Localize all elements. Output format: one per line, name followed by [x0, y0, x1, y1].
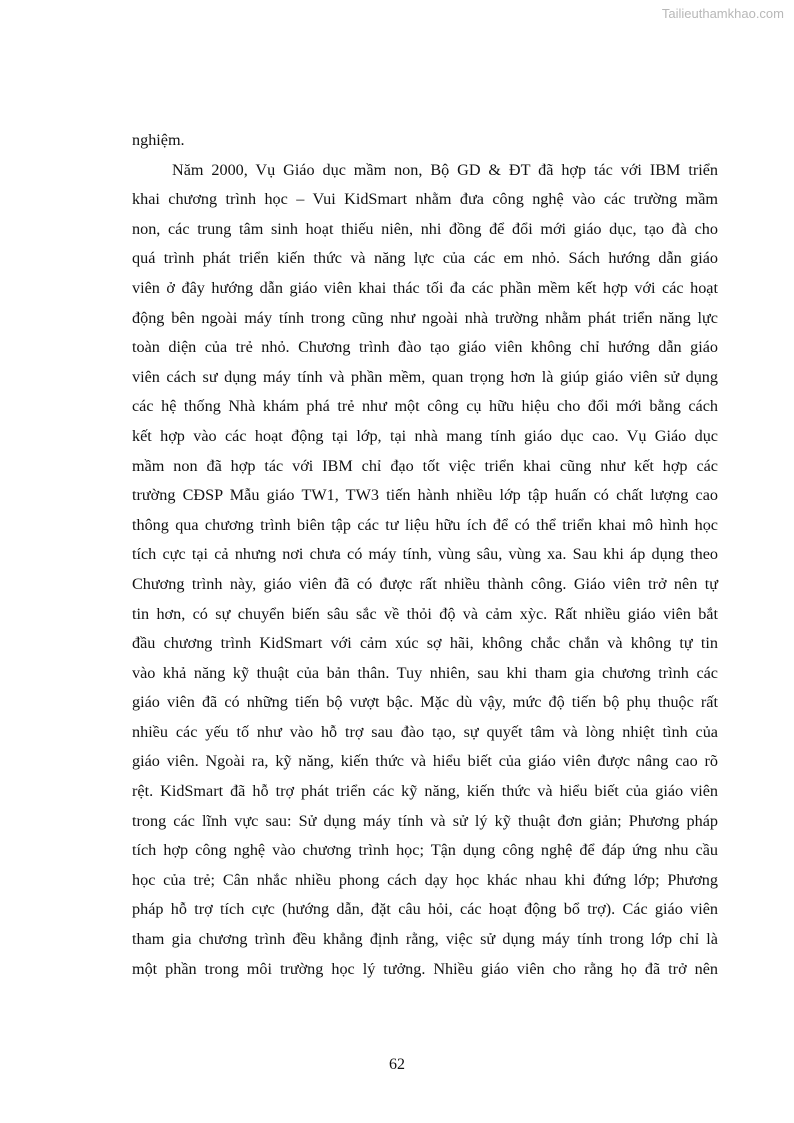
text-line: động bên ngoài máy tính trong cũng như ngoài nhà trường nhằm phát triển năng lực	[132, 308, 718, 327]
text-line: tham gia chương trình đều khẳng định rằng, việc sử dụng máy tính trong lớp chỉ là	[132, 930, 718, 949]
document-body	[132, 126, 718, 984]
text-line: vào khả năng kỹ thuật của bản thân. Tuy nhiên, sau khi tham gia chương trình các	[132, 663, 718, 682]
text-line: tích hợp công nghệ vào chương trình học; Tận dụng công nghệ để đáp ứng nhu cầu	[132, 841, 718, 860]
text-line: quá trình phát triển kiến thức và năng lực của các em nhỏ. Sách hướng dẫn giáo	[132, 249, 718, 268]
page-number: 62	[389, 1056, 405, 1073]
text-line: Chương trình này, giáo viên đã có được rất nhiều thành công. Giáo viên trở nên tự	[132, 574, 718, 593]
text-line: non, các trung tâm sinh hoạt thiếu niên, nhi đồng để đổi mới giáo dục, tạo đà cho	[132, 219, 718, 238]
text-line: tin hơn, có sự chuyển biến sâu sắc về thỏi độ và cảm xỳc. Rất nhiều giáo viên bắt	[132, 604, 718, 623]
text-line: kết hợp vào các hoạt động tại lớp, tại nhà mang tính giáo dục cao. Vụ Giáo dục	[132, 426, 718, 445]
text-line: trong các lĩnh vực sau: Sử dụng máy tính và sử lý kỹ thuật đơn giản; Phương pháp	[132, 811, 718, 830]
text-line: viên ở đây hướng dẫn giáo viên khai thác tối đa các phần mềm kết hợp với các hoạt	[132, 278, 718, 297]
text-line: giáo viên đã có những tiến bộ vượt bậc. Mặc dù vậy, mức độ tiến bộ phụ thuộc rất	[132, 693, 718, 712]
text-line: thông qua chương trình biên tập các tư liệu hữu ích để có thể triển khai mô hình học	[132, 515, 718, 534]
text-line: toàn diện của trẻ nhỏ. Chương trình đào tạo giáo viên không chỉ hướng dẫn giáo	[132, 338, 718, 357]
text-line: một phần trong môi trường học lý tưởng. Nhiều giáo viên cho rằng họ đã trở nên	[132, 959, 718, 978]
text-line: khai chương trình học – Vui KidSmart nhằm đưa công nghệ vào các trường mầm	[132, 190, 718, 209]
text-line: Năm 2000, Vụ Giáo dục mầm non, Bộ GD & ĐT đã hợp tác với IBM triển	[172, 160, 718, 179]
text-line: pháp hỗ trợ tích cực (hướng dẫn, đặt câu hỏi, các hoạt động bổ trợ). Các giáo viên	[132, 900, 718, 919]
text-line: tích cực tại cả nhưng nơi chưa có máy tính, vùng sâu, vùng xa. Sau khi áp dụng theo	[132, 545, 718, 564]
text-line: trường CĐSP Mẫu giáo TW1, TW3 tiến hành nhiều lớp tập huấn có chất lượng cao	[132, 486, 718, 505]
text-line: viên cách sư dụng máy tính và phần mềm, quan trọng hơn là giúp giáo viên sử dụng	[132, 367, 718, 386]
watermark: Tailieuthamkhao.com	[661, 6, 784, 21]
text-line: học của trẻ; Cân nhắc nhiều phong cách dạy học khác nhau khi đứng lớp; Phương	[132, 870, 718, 889]
text-line: nhiều các yếu tố như vào hỗ trợ sau đào tạo, sự quyết tâm và lòng nhiệt tình của	[132, 722, 718, 741]
text-line: rệt. KidSmart đã hỗ trợ phát triển các kỹ năng, kiến thức và hiểu biết của giáo viên	[132, 782, 718, 801]
text-line: nghiệm.	[132, 131, 185, 149]
text-line: đầu chương trình KidSmart với cảm xúc sợ hãi, không chắc chắn và không tự tin	[132, 634, 718, 653]
text-line: các hệ thống Nhà khám phá trẻ như một công cụ hữu hiệu cho đổi mới bằng cách	[132, 397, 718, 416]
text-line: mầm non đã hợp tác với IBM chỉ đạo tốt việc triển khai cũng như kết hợp các	[132, 456, 718, 475]
text-line: giáo viên. Ngoài ra, kỹ năng, kiến thức và hiểu biết của giáo viên được nâng cao rõ	[132, 752, 718, 771]
